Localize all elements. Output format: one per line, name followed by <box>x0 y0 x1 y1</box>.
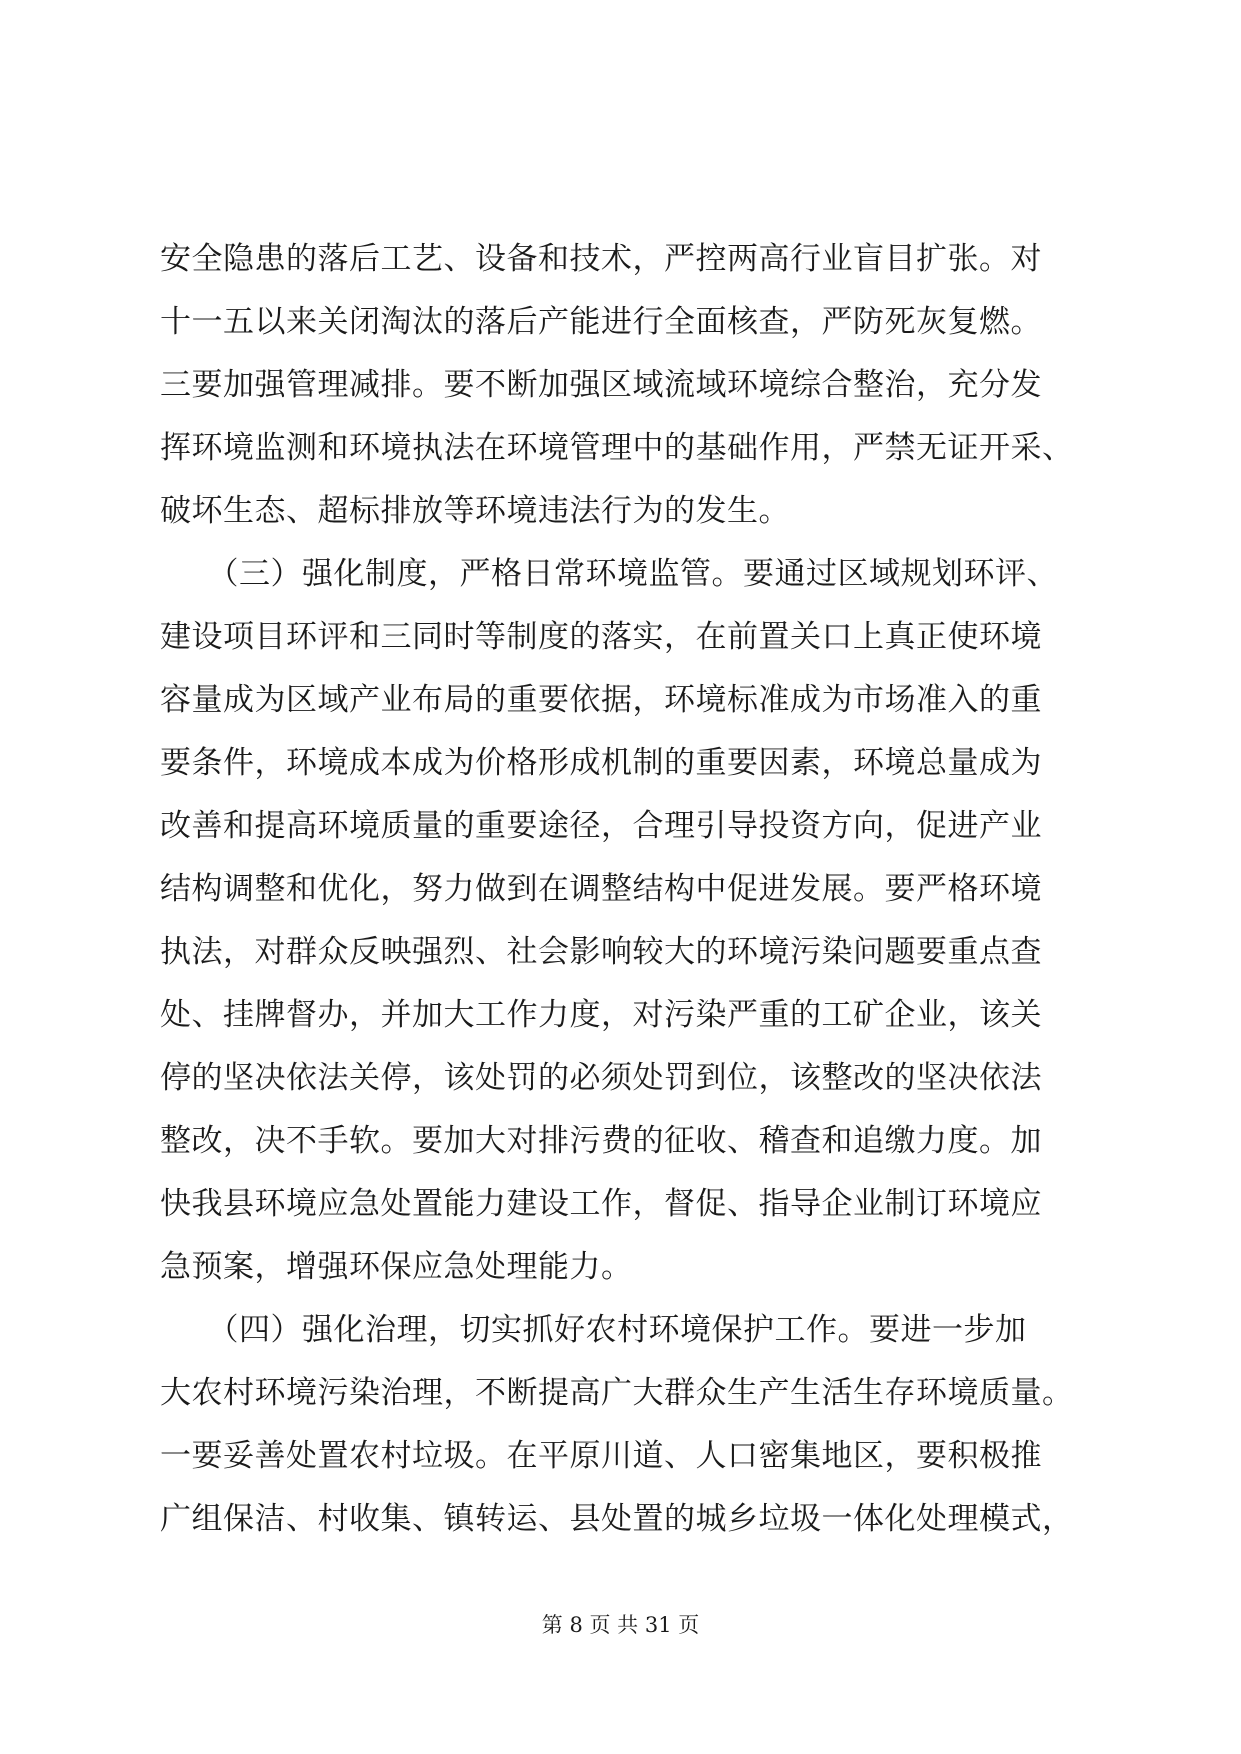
text-line: 快我县环境应急处置能力建设工作，督促、指导企业制订环境应 <box>160 1186 1042 1222</box>
text-line: 急预案，增强环保应急处理能力。 <box>160 1249 633 1285</box>
text-line: 广组保洁、村收集、镇转运、县处置的城乡垃圾一体化处理模式， <box>160 1501 1074 1537</box>
text-line: 整改，决不手软。要加大对排污费的征收、稽查和追缴力度。加 <box>160 1123 1042 1159</box>
text-line: 停的坚决依法关停，该处罚的必须处罚到位，该整改的坚决依法 <box>160 1060 1042 1096</box>
text-line: 结构调整和优化，努力做到在调整结构中促进发展。要严格环境 <box>160 871 1042 907</box>
text-line: （三）强化制度，严格日常环境监管。要通过区域规划环评、 <box>160 556 1058 592</box>
text-line: （四）强化治理，切实抓好农村环境保护工作。要进一步加 <box>160 1312 1027 1348</box>
text-line: 要条件，环境成本成为价格形成机制的重要因素，环境总量成为 <box>160 745 1042 781</box>
page-number-footer: 第 8 页 共 31 页 <box>541 1613 700 1637</box>
text-line: 挥环境监测和环境执法在环境管理中的基础作用，严禁无证开采、 <box>160 430 1074 466</box>
text-line: 安全隐患的落后工艺、设备和技术，严控两高行业盲目扩张。对 <box>160 241 1042 277</box>
text-line: 建设项目环评和三同时等制度的落实，在前置关口上真正使环境 <box>160 619 1042 655</box>
body-text <box>160 228 1085 1551</box>
text-line: 处、挂牌督办，并加大工作力度，对污染严重的工矿企业，该关 <box>160 997 1042 1033</box>
text-line: 十一五以来关闭淘汰的落后产能进行全面核查，严防死灰复燃。 <box>160 304 1042 340</box>
text-line: 执法，对群众反映强烈、社会影响较大的环境污染问题要重点查 <box>160 934 1042 970</box>
text-line: 容量成为区域产业布局的重要依据，环境标准成为市场准入的重 <box>160 682 1042 718</box>
text-line: 破坏生态、超标排放等环境违法行为的发生。 <box>160 493 790 529</box>
text-line: 改善和提高环境质量的重要途径，合理引导投资方向，促进产业 <box>160 808 1042 844</box>
text-line: 三要加强管理减排。要不断加强区域流域环境综合整治，充分发 <box>160 367 1042 403</box>
text-line: 一要妥善处置农村垃圾。在平原川道、人口密集地区，要积极推 <box>160 1438 1042 1474</box>
text-line: 大农村环境污染治理，不断提高广大群众生产生活生存环境质量。 <box>160 1375 1074 1411</box>
